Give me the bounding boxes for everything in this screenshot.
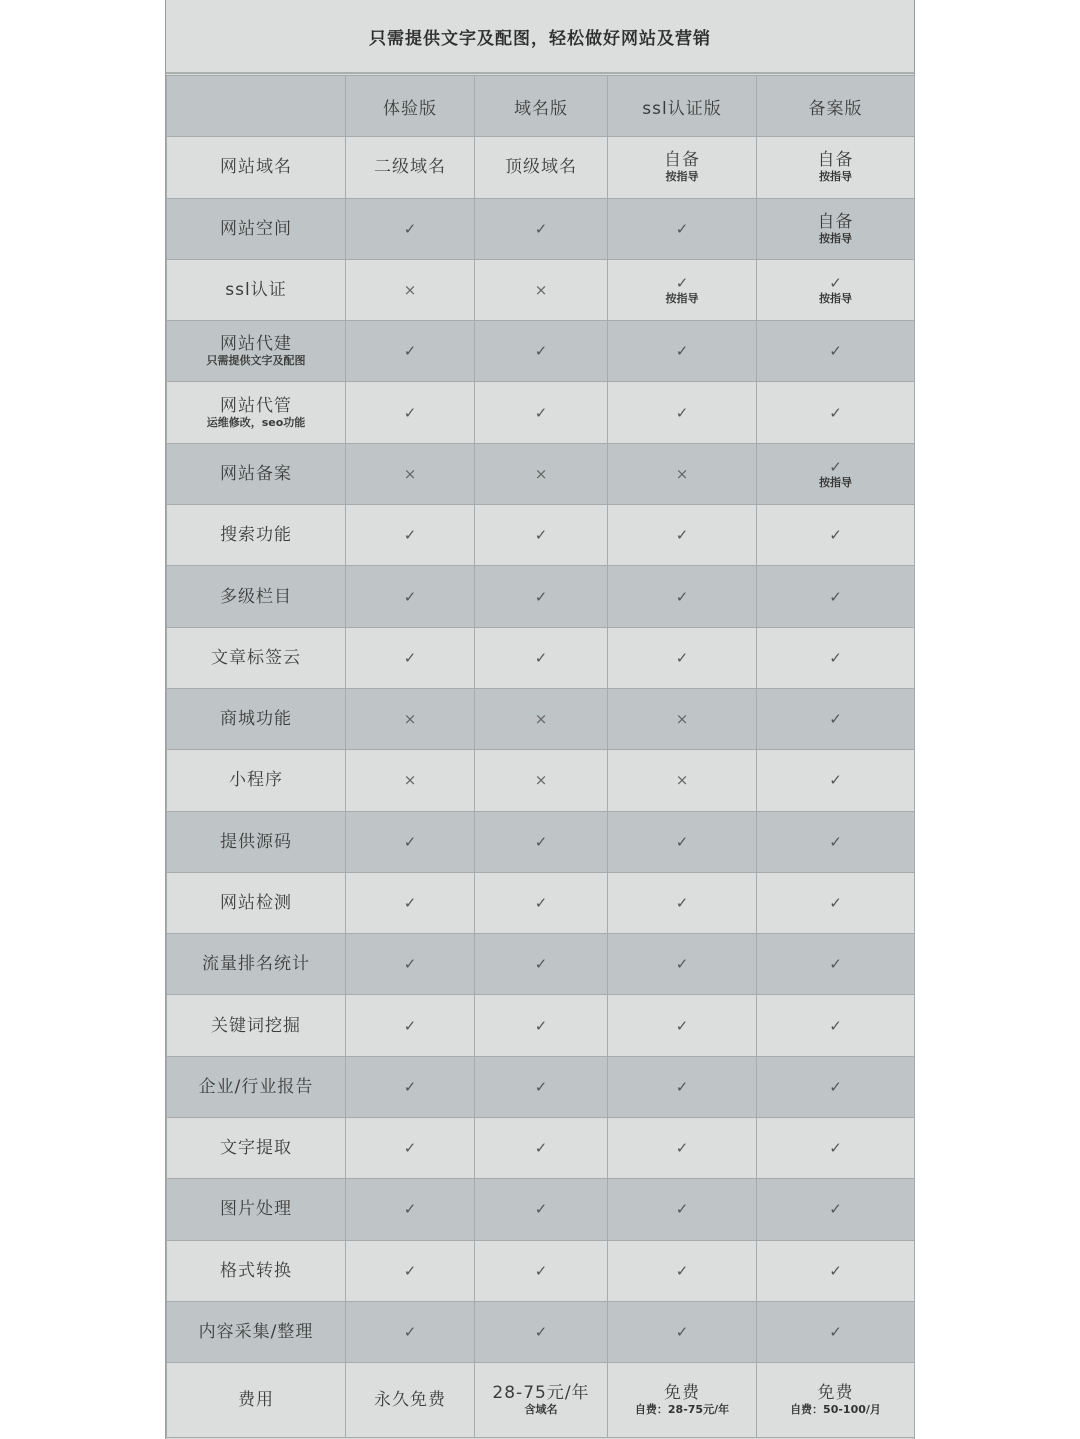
- value-cell: [346, 1363, 475, 1438]
- value-cell: [346, 627, 475, 688]
- check-icon: ✓: [403, 342, 417, 361]
- check-icon: ✓: [534, 1016, 548, 1035]
- feature-cell: [167, 505, 346, 566]
- value-cell: [346, 566, 475, 627]
- feature-cell: [167, 1363, 346, 1438]
- check-icon: ✓: [675, 526, 689, 545]
- cross-icon: ×: [403, 281, 417, 300]
- table-row: [167, 872, 915, 933]
- column-header: 备案版: [757, 76, 915, 137]
- check-icon: ✓: [534, 1261, 548, 1280]
- check-icon: ✓: [403, 832, 417, 851]
- value-cell: [346, 811, 475, 872]
- value-cell: [757, 872, 915, 933]
- feature-label: 网站代管: [220, 395, 292, 416]
- cell-note: 含域名: [524, 1403, 558, 1417]
- check-icon: ✓: [403, 1200, 417, 1219]
- value-cell: [346, 688, 475, 749]
- feature-label: 关键词挖掘: [211, 1015, 301, 1036]
- feature-label: 格式转换: [220, 1260, 292, 1281]
- value-cell: [608, 750, 757, 811]
- table-row: [167, 198, 915, 259]
- check-icon: ✓: [675, 1077, 689, 1096]
- value-cell: [475, 137, 608, 198]
- value-cell: [757, 627, 915, 688]
- check-icon: ✓: [403, 526, 417, 545]
- value-cell: [475, 627, 608, 688]
- feature-label: 内容采集/整理: [198, 1322, 314, 1343]
- header-corner: [167, 76, 346, 137]
- cell-value: 免费: [817, 1383, 854, 1404]
- check-icon: ✓: [534, 1139, 548, 1158]
- table-row: [167, 688, 915, 749]
- cross-icon: ×: [403, 771, 417, 790]
- table-row: [167, 259, 915, 320]
- check-icon: ✓: [534, 587, 548, 606]
- check-icon: ✓: [829, 648, 842, 667]
- feature-note: 运维修改，seo功能: [206, 415, 306, 429]
- value-cell: [346, 934, 475, 995]
- value-cell: [475, 1240, 608, 1301]
- check-icon: ✓: [829, 457, 842, 476]
- feature-label: 商城功能: [220, 709, 292, 730]
- value-cell: [475, 566, 608, 627]
- value-cell: [346, 198, 475, 259]
- value-cell: [608, 688, 757, 749]
- check-icon: ✓: [534, 1077, 548, 1096]
- check-icon: ✓: [534, 219, 548, 238]
- value-cell: [757, 1301, 915, 1362]
- value-cell: [475, 872, 608, 933]
- check-icon: ✓: [675, 955, 689, 974]
- cell-note: 按指导: [819, 475, 852, 489]
- value-cell: [475, 1118, 608, 1179]
- check-icon: ✓: [829, 342, 842, 361]
- value-cell: [346, 1118, 475, 1179]
- table-row: [167, 1301, 915, 1362]
- table-row: [167, 382, 915, 443]
- check-icon: ✓: [829, 771, 842, 790]
- cross-icon: ×: [675, 771, 689, 790]
- value-cell: [757, 811, 915, 872]
- value-cell: [757, 1056, 915, 1117]
- column-header: 域名版: [475, 76, 608, 137]
- feature-label: 网站备案: [220, 463, 292, 484]
- check-icon: ✓: [534, 955, 548, 974]
- column-header: ssl认证版: [608, 76, 757, 137]
- cross-icon: ×: [403, 710, 417, 729]
- check-icon: ✓: [534, 526, 548, 545]
- check-icon: ✓: [534, 832, 548, 851]
- check-icon: ✓: [829, 274, 842, 293]
- check-icon: ✓: [829, 955, 842, 974]
- check-icon: ✓: [829, 587, 842, 606]
- value-cell: [757, 443, 915, 504]
- value-cell: [757, 321, 915, 382]
- feature-label: ssl认证: [225, 280, 287, 301]
- table-row: [167, 566, 915, 627]
- value-cell: [608, 137, 757, 198]
- check-icon: ✓: [675, 1016, 689, 1035]
- pricing-sheet: [165, 0, 915, 1439]
- cell-value: 自备: [664, 150, 700, 171]
- check-icon: ✓: [675, 342, 689, 361]
- feature-label: 费用: [238, 1390, 274, 1411]
- cross-icon: ×: [534, 771, 548, 790]
- column-header: 体验版: [346, 76, 475, 137]
- table-row: [167, 995, 915, 1056]
- value-cell: [608, 443, 757, 504]
- cell-value: 永久免费: [374, 1390, 446, 1411]
- value-cell: [346, 750, 475, 811]
- check-icon: ✓: [675, 587, 689, 606]
- cell-value: 二级域名: [374, 157, 446, 178]
- value-cell: [346, 505, 475, 566]
- value-cell: [757, 934, 915, 995]
- table-row: [167, 811, 915, 872]
- feature-label: 小程序: [229, 770, 283, 791]
- value-cell: [608, 566, 757, 627]
- check-icon: ✓: [675, 1139, 689, 1158]
- feature-label: 提供源码: [220, 831, 292, 852]
- feature-cell: [167, 443, 346, 504]
- value-cell: [475, 321, 608, 382]
- cell-note: 自费：28-75元/年: [634, 1403, 730, 1417]
- value-cell: [475, 995, 608, 1056]
- check-icon: ✓: [675, 648, 689, 667]
- check-icon: ✓: [675, 219, 689, 238]
- value-cell: [346, 1240, 475, 1301]
- feature-cell: [167, 872, 346, 933]
- value-cell: [757, 259, 915, 320]
- value-cell: [346, 259, 475, 320]
- cell-note: 按指导: [819, 231, 852, 245]
- value-cell: [475, 1179, 608, 1240]
- cross-icon: ×: [534, 464, 548, 483]
- check-icon: ✓: [403, 219, 417, 238]
- value-cell: [475, 259, 608, 320]
- feature-cell: [167, 259, 346, 320]
- value-cell: [757, 1240, 915, 1301]
- cross-icon: ×: [403, 464, 417, 483]
- feature-cell: [167, 1301, 346, 1362]
- feature-label: 网站空间: [220, 218, 292, 239]
- check-icon: ✓: [534, 403, 548, 422]
- check-icon: ✓: [675, 1261, 689, 1280]
- table-row: [167, 505, 915, 566]
- cross-icon: ×: [675, 710, 689, 729]
- value-cell: [475, 1301, 608, 1362]
- feature-cell: [167, 1118, 346, 1179]
- value-cell: [475, 443, 608, 504]
- value-cell: [346, 382, 475, 443]
- value-cell: [608, 627, 757, 688]
- cross-icon: ×: [675, 464, 689, 483]
- feature-cell: [167, 137, 346, 198]
- cell-value: 自备: [817, 211, 854, 232]
- cross-icon: ×: [534, 281, 548, 300]
- table-row: [167, 137, 915, 198]
- feature-label: 网站代建: [220, 334, 292, 355]
- check-icon: ✓: [534, 342, 548, 361]
- table-row: [167, 934, 915, 995]
- value-cell: [475, 1363, 608, 1438]
- value-cell: [346, 137, 475, 198]
- check-icon: ✓: [534, 648, 548, 667]
- value-cell: [608, 321, 757, 382]
- check-icon: ✓: [829, 1261, 842, 1280]
- value-cell: [346, 872, 475, 933]
- value-cell: [346, 321, 475, 382]
- feature-cell: [167, 566, 346, 627]
- value-cell: [475, 688, 608, 749]
- value-cell: [757, 566, 915, 627]
- value-cell: [346, 1056, 475, 1117]
- check-icon: ✓: [829, 1200, 842, 1219]
- cell-note: 自费：50-100/月: [790, 1403, 881, 1417]
- feature-cell: [167, 382, 346, 443]
- value-cell: [608, 811, 757, 872]
- table-row: [167, 1363, 915, 1438]
- value-cell: [608, 259, 757, 320]
- check-icon: ✓: [403, 1077, 417, 1096]
- feature-label: 企业/行业报告: [198, 1076, 314, 1097]
- check-icon: ✓: [403, 648, 417, 667]
- feature-cell: [167, 688, 346, 749]
- cell-note: 按指导: [819, 292, 852, 306]
- feature-cell: [167, 811, 346, 872]
- feature-cell: [167, 750, 346, 811]
- value-cell: [608, 1179, 757, 1240]
- feature-label: 多级栏目: [220, 586, 292, 607]
- value-cell: [608, 1363, 757, 1438]
- table-row: [167, 1179, 915, 1240]
- check-icon: ✓: [403, 1016, 417, 1035]
- feature-cell: [167, 1179, 346, 1240]
- value-cell: [757, 688, 915, 749]
- page-title: 只需提供文字及配图，轻松做好网站及营销: [166, 0, 914, 74]
- feature-cell: [167, 1056, 346, 1117]
- table-row: [167, 321, 915, 382]
- comparison-table: [166, 75, 915, 1438]
- check-icon: ✓: [403, 1261, 417, 1280]
- check-icon: ✓: [829, 1016, 842, 1035]
- value-cell: [475, 1056, 608, 1117]
- value-cell: [346, 443, 475, 504]
- value-cell: [608, 1301, 757, 1362]
- value-cell: [608, 1240, 757, 1301]
- value-cell: [608, 198, 757, 259]
- check-icon: ✓: [829, 894, 842, 912]
- feature-cell: [167, 1240, 346, 1301]
- cell-value: 顶级域名: [505, 157, 577, 178]
- value-cell: [757, 995, 915, 1056]
- value-cell: [757, 750, 915, 811]
- cell-note: 按指导: [665, 292, 699, 306]
- check-icon: ✓: [675, 1323, 689, 1342]
- table-row: [167, 627, 915, 688]
- cell-value: 免费: [664, 1383, 700, 1404]
- value-cell: [475, 750, 608, 811]
- check-icon: ✓: [829, 1139, 842, 1158]
- check-icon: ✓: [534, 894, 548, 912]
- value-cell: [475, 382, 608, 443]
- check-icon: ✓: [403, 955, 417, 974]
- value-cell: [757, 1118, 915, 1179]
- value-cell: [608, 934, 757, 995]
- feature-label: 文章标签云: [211, 647, 301, 668]
- value-cell: [757, 1179, 915, 1240]
- check-icon: ✓: [403, 1323, 417, 1342]
- cell-value: 自备: [817, 150, 854, 171]
- value-cell: [475, 505, 608, 566]
- check-icon: ✓: [675, 274, 689, 293]
- value-cell: [757, 505, 915, 566]
- value-cell: [608, 505, 757, 566]
- cross-icon: ×: [534, 710, 548, 729]
- value-cell: [608, 382, 757, 443]
- table-row: [167, 1056, 915, 1117]
- check-icon: ✓: [534, 1323, 548, 1342]
- check-icon: ✓: [675, 832, 689, 851]
- feature-cell: [167, 934, 346, 995]
- check-icon: ✓: [829, 1323, 842, 1342]
- header-row: [167, 76, 915, 137]
- value-cell: [475, 198, 608, 259]
- feature-label: 网站域名: [220, 157, 292, 178]
- feature-label: 网站检测: [220, 893, 292, 913]
- value-cell: [757, 1363, 915, 1438]
- feature-cell: [167, 198, 346, 259]
- check-icon: ✓: [403, 1139, 417, 1158]
- value-cell: [608, 872, 757, 933]
- table-row: [167, 750, 915, 811]
- check-icon: ✓: [403, 403, 417, 422]
- value-cell: [608, 1056, 757, 1117]
- value-cell: [608, 1118, 757, 1179]
- cell-note: 按指导: [665, 170, 699, 184]
- check-icon: ✓: [829, 526, 842, 545]
- feature-label: 搜索功能: [220, 525, 292, 546]
- check-icon: ✓: [534, 1200, 548, 1219]
- check-icon: ✓: [675, 1200, 689, 1219]
- check-icon: ✓: [403, 894, 417, 912]
- check-icon: ✓: [829, 403, 842, 422]
- table-row: [167, 443, 915, 504]
- value-cell: [757, 382, 915, 443]
- feature-label: 文字提取: [220, 1138, 292, 1159]
- value-cell: [475, 934, 608, 995]
- cell-note: 按指导: [819, 170, 852, 184]
- feature-cell: [167, 995, 346, 1056]
- check-icon: ✓: [829, 710, 842, 729]
- value-cell: [475, 811, 608, 872]
- feature-cell: [167, 627, 346, 688]
- value-cell: [346, 1301, 475, 1362]
- feature-note: 只需提供文字及配图: [206, 354, 306, 368]
- feature-cell: [167, 321, 346, 382]
- check-icon: ✓: [829, 832, 842, 851]
- table-row: [167, 1118, 915, 1179]
- value-cell: [757, 137, 915, 198]
- check-icon: ✓: [675, 894, 689, 912]
- check-icon: ✓: [829, 1077, 842, 1096]
- value-cell: [757, 198, 915, 259]
- value-cell: [346, 1179, 475, 1240]
- value-cell: [346, 995, 475, 1056]
- check-icon: ✓: [403, 587, 417, 606]
- check-icon: ✓: [675, 403, 689, 422]
- value-cell: [608, 995, 757, 1056]
- feature-label: 流量排名统计: [202, 954, 310, 975]
- table-row: [167, 1240, 915, 1301]
- cell-value: 28-75元/年: [492, 1383, 590, 1404]
- feature-label: 图片处理: [220, 1199, 292, 1220]
